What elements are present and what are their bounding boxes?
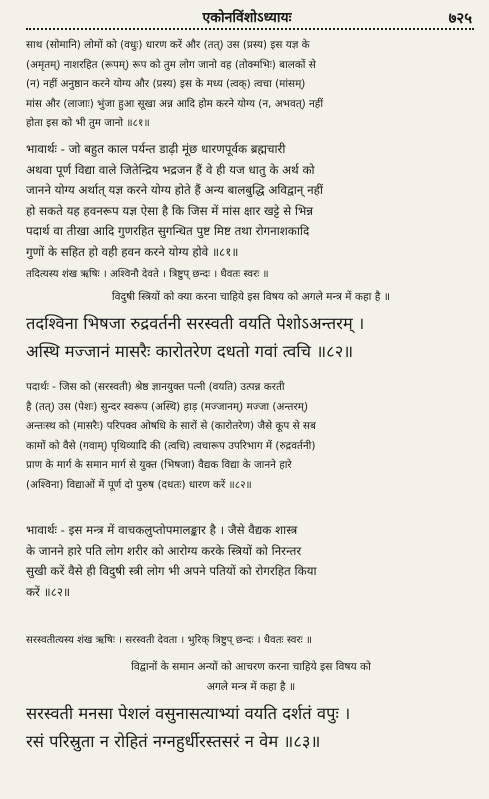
mantra-82 bbox=[26, 310, 476, 366]
text-line: करें ॥८२॥ bbox=[26, 584, 71, 599]
text-line: (अश्विना) विद्याओं में पूर्ण दो पुरुष (दधतः) धारण करें ॥८२॥ bbox=[26, 478, 252, 491]
mantra-intro: विद्वानों के समान अन्यों को आचरण करना चाहिये इस विषय को bbox=[131, 661, 371, 673]
rishi-devata-line: तदित्यस्य शंख ऋषिः । अश्विनौ देवते । त्रिष्टुप् छन्दः । धैवतः स्वरः ॥ bbox=[26, 269, 269, 280]
text-line: अन्तःस्थ को (मासरैः) परिपक्व ओषधि के सारों से (कारोतरेण) जैसे कूप से सब bbox=[26, 420, 316, 433]
header-dotted-rule bbox=[26, 28, 474, 30]
mantra-line: रसं परिस्रुता न रोहितं नग्नहुर्धीरस्तसरं न वेम ॥८३॥ bbox=[26, 732, 321, 751]
text-line: पदार्थः - जिस को (सरस्वती) श्रेष्ठ ज्ञानयुक्त पत्नी (वयति) उत्पन्न करती bbox=[26, 381, 285, 393]
rishi-devata-line: सरस्वतीत्यस्य शंख ऋषिः । सरस्वती देवता । भुरिक् त्रिष्टुप् छन्दः । धैवतः स्वरः ॥ bbox=[26, 635, 313, 646]
bhavartha-82 bbox=[26, 520, 476, 602]
text-line: सुखी करें वैसे ही विदुषी स्त्री लोग भी अपने पतियों को रोगरहित किया bbox=[26, 564, 317, 578]
text-line: गुणों के सहित हो वही हवन करने योग्य होवे ॥८१॥ bbox=[26, 244, 239, 259]
mantra-intro: अगले मन्त्र में कहा है ॥ bbox=[206, 681, 296, 693]
text-line: कामों को वैसे (गवाम्) पृथिव्यादि की (त्वचि) त्वचारूप उपरिभाग में (रुद्रवर्तनी) bbox=[26, 439, 316, 452]
text-line: मांस और (लाजाः) भुंजा हुआ सूखा अन्न आदि होम करने योग्य (न, अभवत्) नहीं bbox=[26, 97, 324, 110]
bhavartha-81 bbox=[26, 139, 476, 262]
mantra-line: सरस्वती मनसा पेशलं वसुनासत्याभ्यां वयति दर्शतं वपुः । bbox=[26, 704, 351, 723]
page-header bbox=[18, 8, 476, 30]
paragraph-continuation bbox=[26, 36, 476, 134]
mantra-line: अस्थि मज्जानं मासरैः कारोतरेण दधतो गवां त्वचि ॥८२॥ bbox=[26, 342, 354, 361]
text-line: (न) नहीं अनुष्ठान करने योग्य और (प्रस्य) इस के मध्य (त्वक्) त्वचा (मांसम्) bbox=[26, 78, 306, 91]
text-line: हो सकते यह हवनरूप यज्ञ ऐसा है कि जिस में मांस क्षार खट्टे से भिन्न bbox=[26, 203, 313, 218]
chapter-title: एकोनविंशोऽध्यायः bbox=[202, 10, 292, 26]
page-number: ७२५ bbox=[448, 9, 472, 27]
text-line: के जानने हारे पति लोग शरीर को आरोग्य करके स्त्रियों को निरन्तर bbox=[26, 543, 302, 558]
padartha-82 bbox=[26, 378, 476, 496]
text-line: भावार्थः - इस मन्त्र में वाचकलुप्तोपमालङ्कार है । जैसे वैद्यक शास्त्र bbox=[26, 523, 298, 537]
mantra-83 bbox=[26, 700, 476, 756]
text-line: जानने योग्य अर्थात् यज्ञ करने योग्य होते हैं अन्य बालबुद्धि अविद्वान् नहीं bbox=[26, 183, 323, 197]
text-line: है (तत्) उस (पेशः) सुन्दर स्वरूप (अस्थि) हाड़ (मज्जानम्) मज्जा (अन्तरम्) bbox=[26, 400, 308, 413]
text-line: प्राण के मार्ग के समान मार्ग से युक्त (भिषजा) वैद्यक विद्या के जानने हारे bbox=[26, 459, 292, 472]
text-line: अथवा पूर्ण विद्या वाले जितेन्द्रिय भद्रजन हैं वे ही यज धातु के अर्थ को bbox=[26, 162, 315, 177]
text-line: पदार्थ वा तीखा आदि गुणरहित सुगन्धित पुष्ट मिष्ट तथा रोगनाशकादि bbox=[26, 224, 310, 238]
mantra-line: तदश्विना भिषजा रुद्रवर्तनी सरस्वती वयति पेशोऽअन्तरम् । bbox=[26, 314, 365, 333]
text-line: होता इस को भी तुम जानो ॥८१॥ bbox=[26, 117, 150, 130]
text-line: (अमृतम्) नाशरहित (रूपम्) रूप को तुम लोग जानो वह (तोक्मभिः) बालकों से bbox=[26, 58, 316, 71]
text-line: साथ (सोमानि) लोमों को (वधुः) धारण करें और (तत्) उस (प्रस्य) इस यज्ञ के bbox=[26, 39, 310, 51]
mantra-intro: विदुषी स्त्रियों को क्या करना चाहिये इस विषय को अगले मन्त्र में कहा है ॥ bbox=[111, 291, 391, 303]
text-line: भावार्थः - जो बहुत काल पर्यन्त डाढ़ी मूंछ धारणपूर्वक ब्रह्मचारी bbox=[26, 142, 286, 156]
